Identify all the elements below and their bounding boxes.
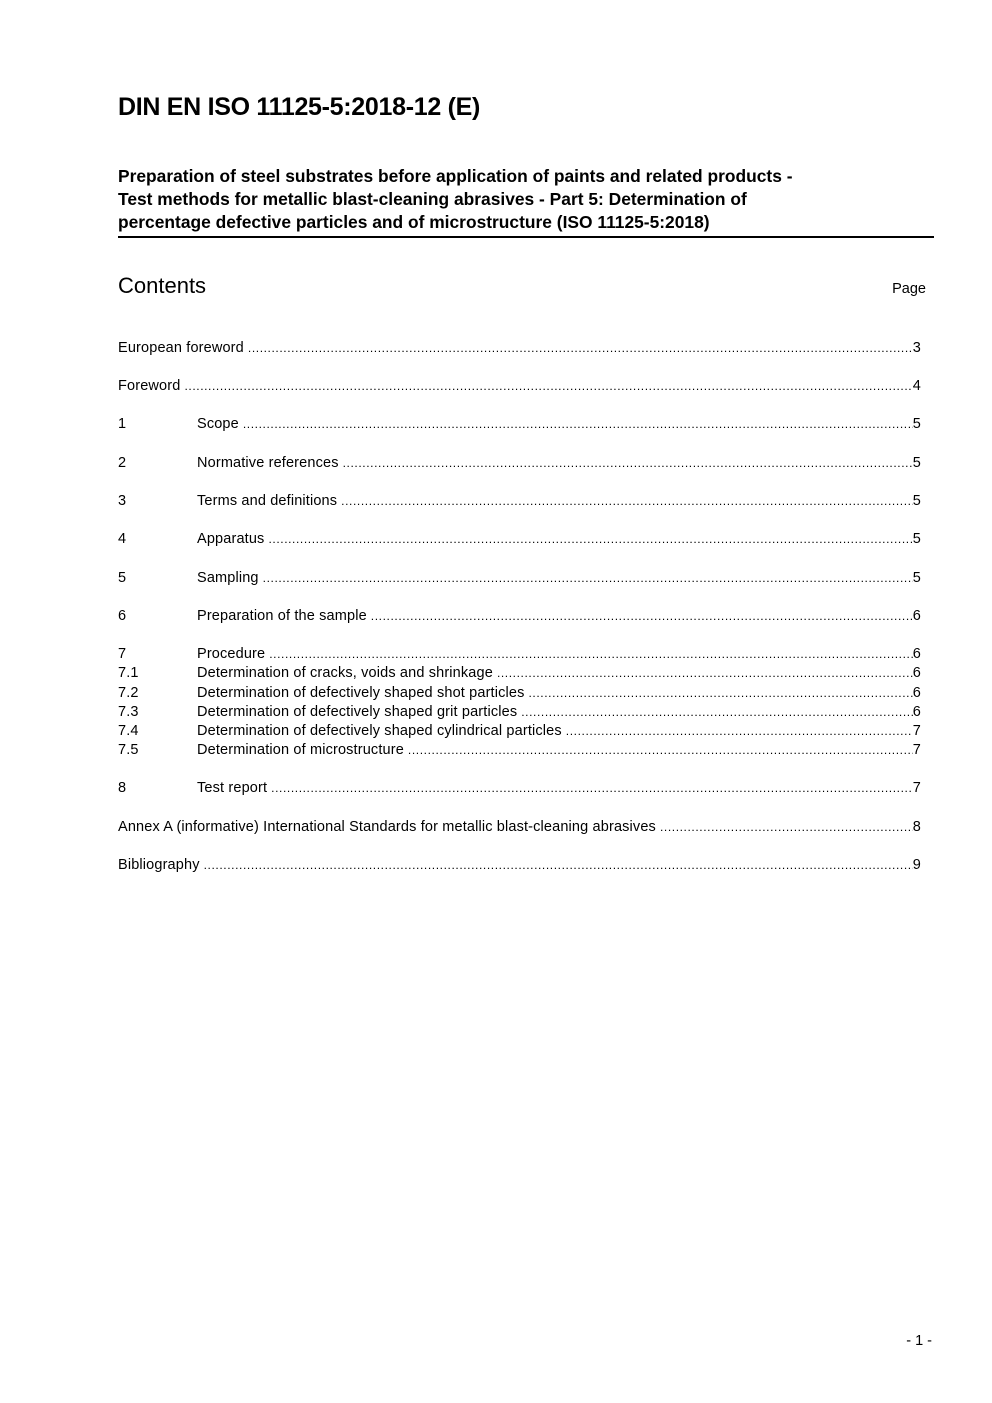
toc-leader-dots [243,415,913,433]
toc-entry-title: Preparation of the sample [197,608,367,624]
page-number: - 1 - [906,1333,932,1349]
toc-entry-title: Bibliography [118,857,200,873]
toc-entry-title: Scope [197,416,239,432]
toc-entry-shot-particles[interactable] [118,684,921,702]
toc-leader-dots [269,645,913,663]
toc-entry-number: 3 [118,493,127,509]
toc-entry-apparatus[interactable] [118,530,921,548]
toc-leader-dots [341,492,913,510]
toc-entry-page: 9 [912,857,921,873]
subtitle-line: percentage defective particles and of microstructure (ISO 11125-5:2018) [118,212,710,232]
toc-leader-dots [263,569,913,587]
toc-entry-page: 6 [912,704,921,720]
toc-entry-european-foreword[interactable] [118,339,921,357]
toc-entry-title: Determination of microstructure [197,742,404,758]
toc-leader-dots [371,607,913,625]
toc-entry-title: Determination of defectively shaped shot particles [197,685,525,701]
table-of-contents [118,0,921,1403]
toc-entry-grit-particles[interactable] [118,703,921,721]
document-title: DIN EN ISO 11125-5:2018-12 (E) [118,93,481,121]
toc-leader-dots [660,818,913,836]
toc-entry-number: 7.2 [118,685,139,701]
toc-entry-title: Sampling [197,570,259,586]
toc-entry-scope[interactable] [118,415,921,433]
toc-entry-number: 7.1 [118,665,139,681]
toc-entry-title: Determination of defectively shaped cylindrical particles [197,723,562,739]
toc-leader-dots [184,377,912,395]
toc-entry-number: 1 [118,416,127,432]
toc-entry-page: 5 [912,531,921,547]
toc-entry-sampling[interactable] [118,569,921,587]
toc-leader-dots [343,454,913,472]
toc-leader-dots [248,339,913,357]
toc-entry-title: Test report [197,780,268,796]
toc-entry-microstructure[interactable] [118,741,921,759]
toc-entry-page: 5 [912,455,921,471]
toc-entry-title: Annex A (informative) International Standards for metallic blast-cleaning abrasives [118,819,656,835]
toc-entry-page: 4 [912,378,921,394]
toc-leader-dots [528,684,912,702]
toc-entry-annex-a[interactable] [118,818,921,836]
toc-entry-page: 6 [912,685,921,701]
page-column-label: Page [892,281,926,297]
toc-leader-dots [566,722,913,740]
toc-leader-dots [521,703,913,721]
toc-entry-page: 5 [912,493,921,509]
subtitle-line: Preparation of steel substrates before application of paints and related products - [118,166,793,186]
toc-entry-number: 2 [118,455,127,471]
toc-entry-cylindrical-particles[interactable] [118,722,921,740]
toc-leader-dots [204,856,913,874]
toc-entry-page: 7 [912,742,921,758]
toc-entry-page: 6 [912,646,921,662]
toc-entry-title: Normative references [197,455,339,471]
toc-entry-number: 7.5 [118,742,139,758]
toc-entry-test-report[interactable] [118,779,921,797]
toc-entry-number: 8 [118,780,127,796]
toc-entry-number: 4 [118,531,127,547]
toc-leader-dots [268,530,912,548]
toc-entry-page: 5 [912,570,921,586]
toc-entry-number: 5 [118,570,127,586]
subtitle-line: Test methods for metallic blast-cleaning abrasives - Part 5: Determination of [118,189,747,209]
toc-entry-page: 6 [912,608,921,624]
toc-entry-page: 7 [912,723,921,739]
toc-entry-number: 7 [118,646,127,662]
toc-entry-page: 6 [912,665,921,681]
toc-entry-title: Determination of cracks, voids and shrinkage [197,665,493,681]
toc-entry-preparation-of-the-sample[interactable] [118,607,921,625]
toc-entry-title: Determination of defectively shaped grit particles [197,704,518,720]
toc-leader-dots [271,779,913,797]
toc-leader-dots [408,741,913,759]
contents-heading: Contents [118,273,207,298]
toc-entry-title: European foreword [118,340,244,356]
toc-entry-bibliography[interactable] [118,856,921,874]
toc-leader-dots [497,664,913,682]
toc-entry-page: 3 [912,340,921,356]
toc-entry-page: 5 [912,416,921,432]
toc-entry-page: 8 [912,819,921,835]
toc-entry-foreword[interactable] [118,377,921,395]
toc-entry-page: 7 [912,780,921,796]
toc-entry-title: Procedure [197,646,266,662]
toc-entry-title: Foreword [118,378,181,394]
toc-entry-title: Terms and definitions [197,493,338,509]
toc-entry-normative-references[interactable] [118,454,921,472]
toc-entry-cracks-voids-shrinkage[interactable] [118,664,921,682]
toc-entry-number: 7.3 [118,704,139,720]
toc-entry-title: Apparatus [197,531,265,547]
toc-entry-number: 7.4 [118,723,139,739]
toc-entry-number: 6 [118,608,127,624]
toc-entry-procedure[interactable] [118,645,921,663]
toc-entry-terms-and-definitions[interactable] [118,492,921,510]
